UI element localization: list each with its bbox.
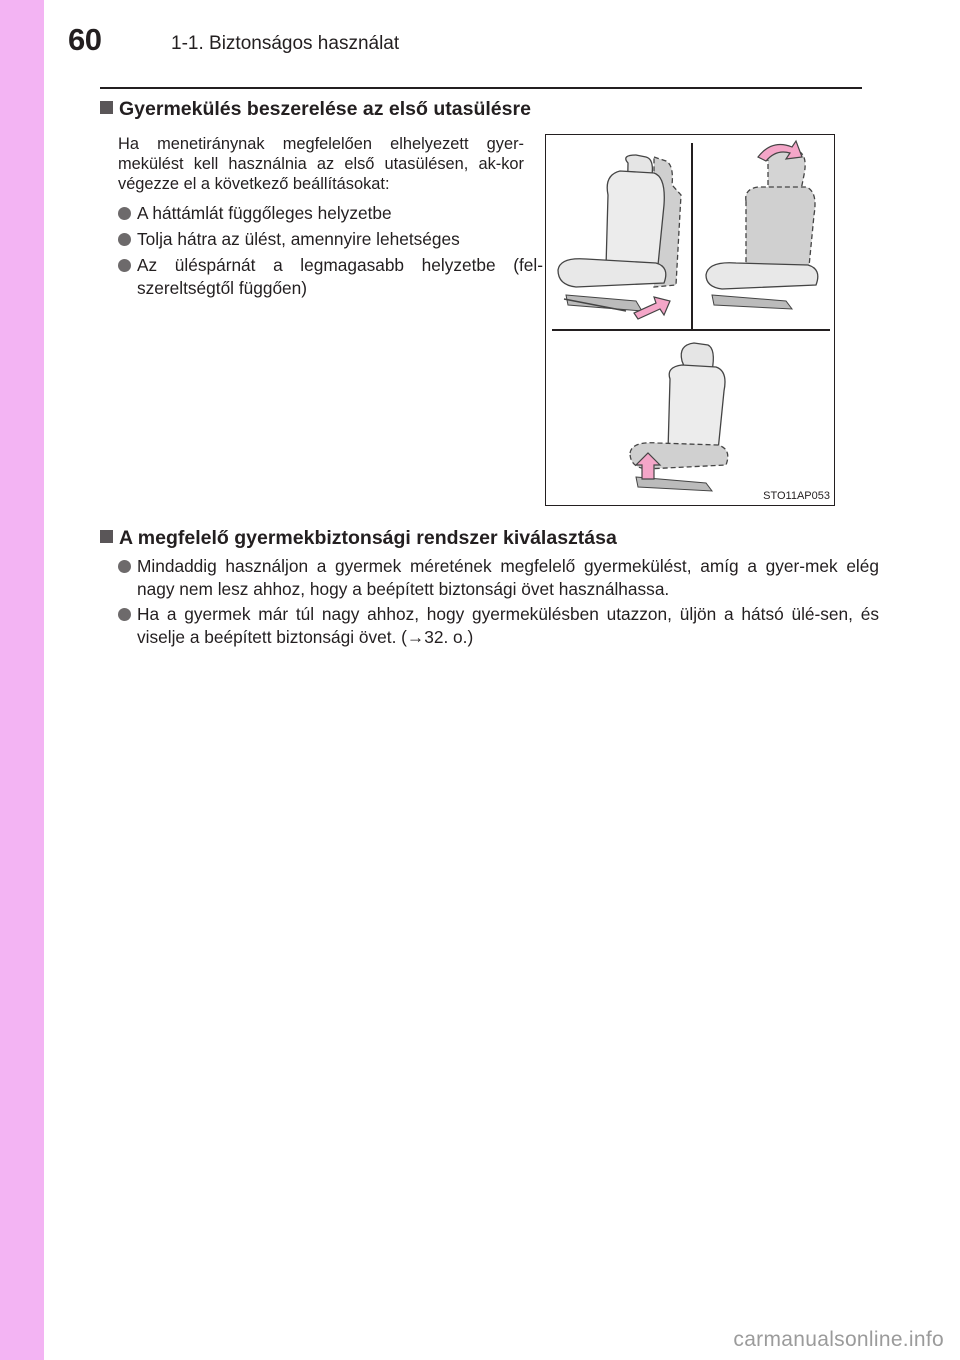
section-title-selection — [100, 527, 617, 550]
section-title-install-text: Gyermekülés beszerelése az első utasülésre — [119, 98, 531, 120]
bullet-item-3 — [118, 254, 543, 300]
bullet-item-3-text: Az üléspárnát a legmagasabb helyzetbe (fel-szereltségtől függően) — [137, 255, 543, 298]
seat-illustration — [546, 135, 836, 507]
page-number: 60 — [68, 22, 102, 57]
bullet-item-2-text: Tolja hátra az ülést, amennyire lehetséges — [137, 229, 460, 249]
round-bullet-icon — [118, 608, 131, 621]
figure-code: STO11AP053 — [763, 490, 830, 502]
bullet-item-5-text: Ha a gyermek már túl nagy ahhoz, hogy gyermekülésben utazzon, üljön a hátsó ülé-sen, és viselje a beépített biztonsági övet. (→32. o.) — [137, 604, 879, 647]
chapter-side-tab — [0, 0, 44, 1360]
round-bullet-icon — [118, 259, 131, 272]
bullet-item-1 — [118, 202, 543, 225]
bullet-item-4-text: Mindaddig használjon a gyermek méretének megfelelő gyermekülést, amíg a gyer-mek elég nagy nem lesz ahhoz, hogy a beépített biztonsági övet használhassa. — [137, 556, 879, 599]
square-bullet-icon — [100, 530, 113, 543]
seat-adjustment-figure — [545, 134, 835, 506]
watermark: carmanualsonline.info — [733, 1328, 944, 1351]
round-bullet-icon — [118, 207, 131, 220]
intro-paragraph: Ha menetiránynak megfelelően elhelyezett gyer-mekülést kell használnia az első utasülésen, ak-kor végezze el a következő beállításokat: — [118, 135, 524, 193]
round-bullet-icon — [118, 233, 131, 246]
section-title-install — [100, 98, 531, 121]
square-bullet-icon — [100, 101, 113, 114]
bullet-item-2 — [118, 228, 543, 251]
chapter-title: 1-1. Biztonságos használat — [171, 33, 400, 54]
bullet-item-1-text: A háttámlát függőleges helyzetbe — [137, 203, 392, 223]
round-bullet-icon — [118, 560, 131, 573]
seat-slide-icon — [558, 155, 681, 319]
backrest-upright-icon — [706, 141, 818, 309]
bullet-item-5 — [118, 603, 879, 649]
bullet-item-4 — [118, 555, 879, 601]
section-title-selection-text: A megfelelő gyermekbiztonsági rendszer kiválasztása — [119, 527, 617, 549]
header-divider — [100, 87, 862, 89]
cushion-raise-icon — [630, 343, 728, 491]
